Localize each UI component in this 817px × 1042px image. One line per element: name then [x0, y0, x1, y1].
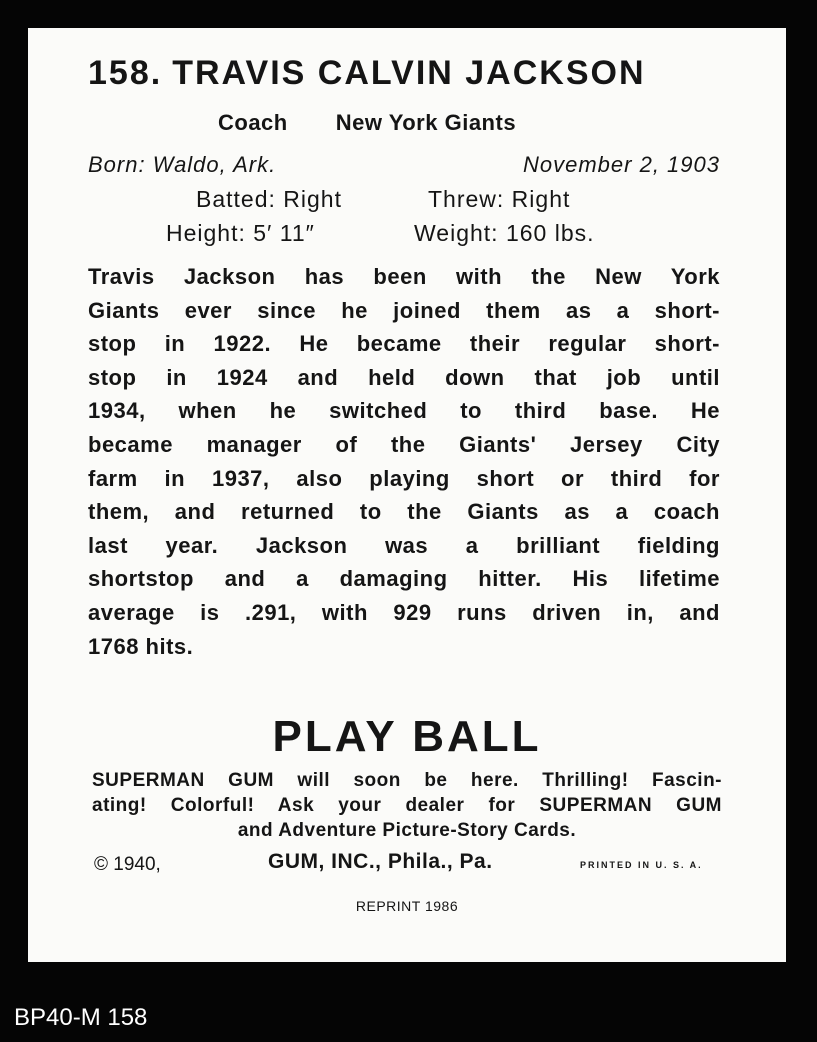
bio-line: became manager of the Giants' Jersey City	[88, 431, 720, 457]
bio-line: farm in 1937, also playing short or third for	[88, 465, 720, 491]
bio-line: Giants ever since he joined them as a short-	[88, 297, 720, 323]
bio-line: stop in 1922. He became their regular short-	[88, 331, 720, 357]
bio-line: last year. Jackson was a brilliant fielding	[88, 532, 720, 558]
player-position: Coach	[218, 110, 288, 135]
player-name: TRAVIS CALVIN JACKSON	[172, 54, 646, 92]
birth-place: Born: Waldo, Ark.	[88, 152, 277, 177]
card-title	[88, 54, 646, 93]
height: Height: 5′ 11″	[166, 220, 315, 246]
brand-heading: PLAY BALL	[272, 712, 542, 761]
bio-line: 1934, when he switched to third base. He	[88, 398, 720, 424]
ad-line: and Adventure Picture-Story Cards.	[237, 820, 577, 841]
bio-line: 1768 hits.	[88, 633, 194, 659]
ad-line: ating! Colorful! Ask your dealer for SUPERMAN GUM	[92, 795, 722, 816]
copyright-notice: © 1940,	[94, 854, 161, 875]
position-team-line	[218, 110, 516, 136]
bio-line: Travis Jackson has been with the New York	[88, 264, 720, 289]
publisher-name: GUM, INC., Phila., Pa.	[268, 850, 493, 873]
advertisement-text	[92, 768, 722, 843]
reprint-notice: REPRINT 1986	[355, 898, 459, 914]
card-footer	[28, 850, 786, 880]
threw: Threw: Right	[428, 186, 571, 212]
weight: Weight: 160 lbs.	[414, 220, 595, 246]
batted: Batted: Right	[196, 186, 342, 212]
birth-line	[88, 152, 720, 178]
bio-line: them, and returned to the Giants as a coach	[88, 499, 720, 525]
printed-in-usa: PRINTED IN U. S. A.	[580, 860, 703, 870]
bio-line: average is .291, with 929 runs driven in, and	[88, 599, 720, 625]
birth-date: November 2, 1903	[523, 152, 720, 177]
player-team: New York Giants	[335, 110, 517, 135]
baseball-card-back	[28, 28, 786, 962]
catalog-id-label: BP40-M 158	[14, 1004, 148, 1031]
card-number: 158.	[88, 54, 163, 92]
bio-line: stop in 1924 and held down that job until	[88, 364, 720, 390]
bio-line: shortstop and a damaging hitter. His lifetime	[88, 566, 720, 592]
ad-line: SUPERMAN GUM will soon be here. Thrilling! Fascin-	[92, 770, 722, 791]
biography-paragraph	[88, 260, 720, 663]
